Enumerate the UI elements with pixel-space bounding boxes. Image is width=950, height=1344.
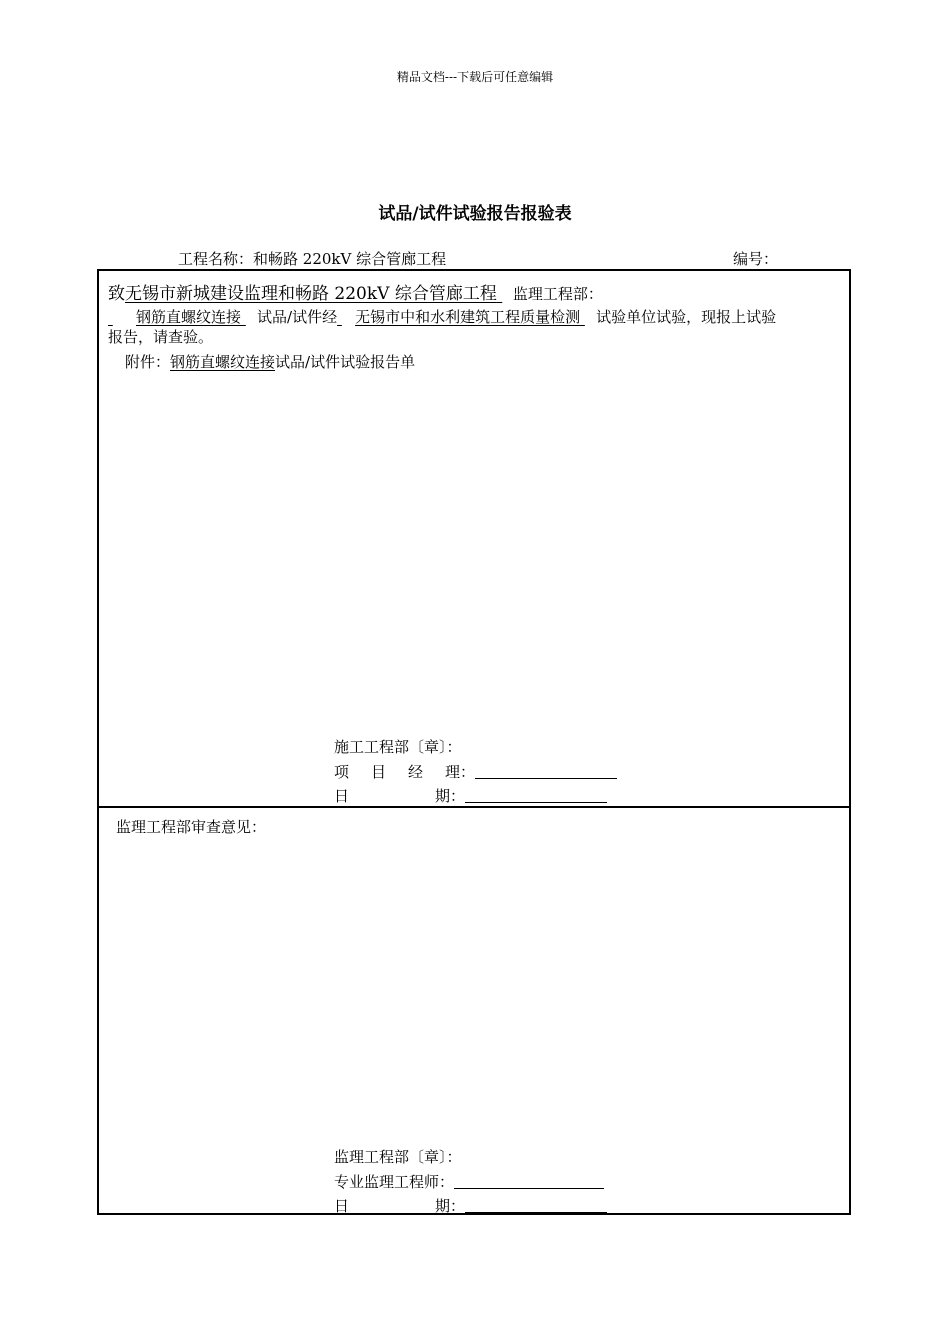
project-manager-row: 项 目 经 理： [334, 761, 617, 782]
addressee-suffix: 监理工程部： [512, 285, 603, 303]
supervising-engineer-signature-line [454, 1174, 604, 1189]
attachment-suffix: 试品/试件试验报告单 [275, 353, 416, 371]
number-label: 编号： [733, 250, 779, 268]
statement-line-1 [108, 306, 776, 327]
statement-text-b: 试验单位试验，现报上试验 [596, 308, 777, 326]
attachment-line [125, 351, 415, 372]
supervisor-date-row: 日 期： [334, 1195, 607, 1216]
statement-line-2: 报告，请查验。 [108, 328, 214, 346]
contractor-date-row: 日 期： [334, 785, 607, 806]
project-name-row [178, 248, 446, 269]
review-opinion-label: 监理工程部审查意见： [116, 818, 267, 836]
attachment-item: 钢筋直螺纹连接 [170, 353, 276, 371]
supervisor-stamp-label: 监理工程部〔章〕： [334, 1148, 462, 1166]
supervising-engineer-row: 专业监理工程师： [334, 1171, 604, 1192]
project-label: 工程名称： [178, 250, 254, 268]
test-item-name: 钢筋直螺纹连接 [136, 308, 242, 326]
addressee-org: 无锡市新城建设监理和畅路 220kV 综合管廊工程 [125, 284, 497, 304]
report-form [97, 269, 851, 1215]
supervisor-date-line [465, 1198, 607, 1213]
project-name: 和畅路 220kV 综合管廊工程 [253, 250, 447, 268]
page-title: 试品/试件试验报告报验表 [378, 204, 572, 224]
testing-org: 无锡市中和水利建筑工程质量检测 [355, 308, 581, 326]
contractor-stamp-label: 施工工程部〔章〕： [334, 738, 462, 756]
section-divider [99, 806, 849, 808]
addressee-line [108, 279, 603, 304]
header-note: 精品文档---下载后可任意编辑 [396, 70, 554, 84]
addressee-prefix: 致 [108, 284, 125, 304]
attachment-label: 附件： [125, 353, 171, 371]
project-manager-signature-line [475, 764, 617, 779]
contractor-date-line [465, 788, 607, 803]
statement-text-a: 试品/试件经 [257, 308, 338, 326]
